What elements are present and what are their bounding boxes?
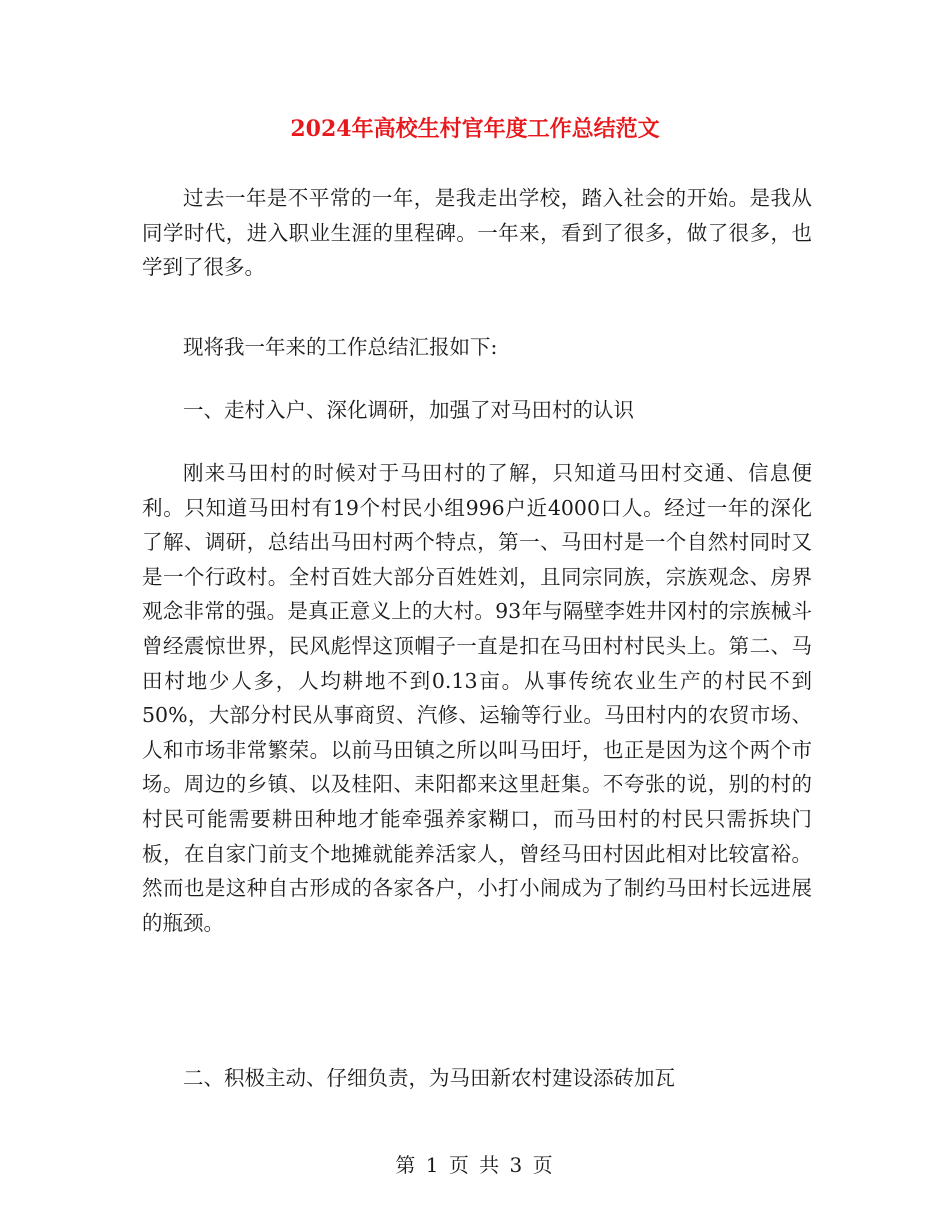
document-title: 2024年高校生村官年度工作总结范文 bbox=[290, 116, 660, 142]
page-footer: 第 1 页 共 3 页 bbox=[395, 1153, 555, 1177]
section-heading-2: 二、积极主动、仔细负责，为马田新农村建设添砖加瓦 bbox=[183, 1066, 675, 1090]
paragraph-intro: 过去一年是不平常的一年，是我走出学校，踏入社会的开始。是我从同学时代，进入职业生涯的里程碑。一年来，看到了很多，做了很多，也学到了很多。 bbox=[142, 186, 812, 280]
paragraph-section-1-body: 刚来马田村的时候对于马田村的了解，只知道马田村交通、信息便利。只知道马田村有19个村民小组996户近4000口人。经过一年的深化了解、调研，总结出马田村两个特点，第一、马田村是一个自然村同时又是一个行政村。全村百姓大部分百姓姓刘，且同宗同族，宗族观念、房界观念非常的强。是真正意义上的大村。93年与隔壁李姓井冈村的宗族械斗曾经震惊世界，民风彪悍这顶帽子一直是扣在马田村村民头上。第二、马田村地少人多，人均耕地不到0.13亩。从事传统农业生产的村民不到50%，大部分村民从事商贸、汽修、运输等行业。马田村内的农贸市场、人和市场非常繁荣。以前马田镇之所以叫马田圩，也正是因为这个两个市场。周边的乡镇、以及桂阳、耒阳都来这里赶集。不夸张的说，别的村的村民可能需要耕田种地才能牵强养家糊口，而马田村的村民只需拆块门板，在自家门前支个地摊就能养活家人，曾经马田村因此相对比较富裕。然而也是这种自古形成的各家各户，小打小闹成为了制约马田村长远进展的瓶颈。 bbox=[142, 461, 812, 935]
section-heading-1: 一、走村入户、深化调研，加强了对马田村的认识 bbox=[183, 398, 634, 422]
paragraph-summary-lead: 现将我一年来的工作总结汇报如下: bbox=[183, 335, 498, 359]
